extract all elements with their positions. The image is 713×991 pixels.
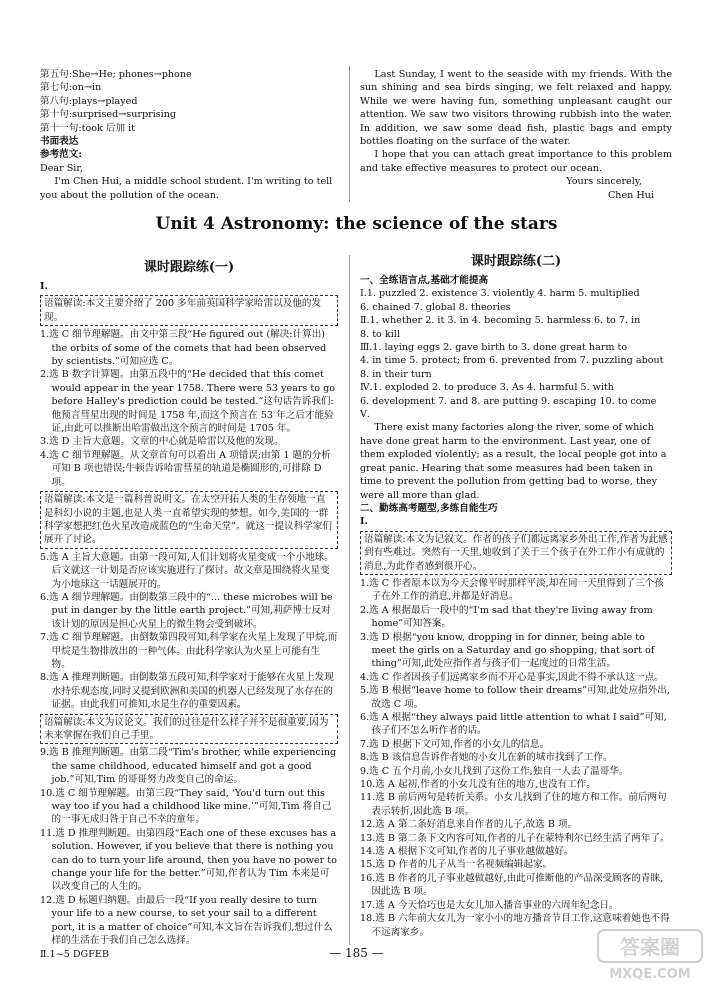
unit-title: Unit 4 Astronomy: the science of the stars — [155, 214, 558, 234]
passage-note-box — [40, 295, 338, 326]
vocab-line: 4. in time 5. protect; from 6. prevented from 7. puzzling about — [360, 355, 664, 367]
answer-item: 9.选 B 推理判断题。由第二段“Tim's brother, while experiencing the same childhood, educated himself and got a good job.”可知,Tim 的哥哥努力改变自己的命运。 — [40, 747, 337, 786]
answer-item: 6.选 A 细节理解题。由倒数第三段中的“... these microbes will be put in danger by the little earth project.”可知,莉萨博士反对该计划的原因是担心火星上的微生物会受到破坏。 — [40, 591, 333, 630]
vocab-line: 6. chained 7. global 8. theories — [360, 301, 511, 313]
writing-heading: 书面表达 — [40, 136, 79, 148]
part-label: Ⅰ. — [40, 281, 48, 292]
section-title: 课时跟踪练(一) — [143, 260, 235, 275]
vocab-line: Ⅱ.1. whether 2. it 3. in 4. becoming 5. harmless 6. to 7. in — [360, 315, 641, 327]
correction-line: 第五句:She→He; phones→phone — [40, 69, 192, 80]
answer-item: 3.选 D 根据“you know, dropping in for dinner, being able to meet the girls on a Saturday and go shopping, that sort of thing”可知,此处应指作者与孩子们一起度过的日常生活。 — [360, 631, 655, 670]
part-label: Ⅰ. — [360, 516, 368, 528]
salutation: Dear Sir, — [40, 162, 83, 174]
answer-item: 6.选 A 根据“they always paid little attention to what I said”可知,孩子们不怎么听作者的话。 — [360, 712, 667, 737]
section-heading: 一、全练语言点,基础才能提高 — [360, 275, 489, 286]
vocab-line: 6. development 7. and 8. are putting 9. escaping 10. to come — [360, 395, 657, 407]
answer-item: 10.选 C 细节理解题。由第三段“They said, ‘You'd turn out this way too if you had a childhood like mine.’”可知,Tim 将自己的一事无成归咎于自己不幸的童年。 — [40, 787, 332, 826]
top-left-column — [40, 68, 338, 202]
answer-item: 7.选 C 细节理解题。由倒数第四段可知,科学家在火星上发现了甲烷,而甲烷是生物排放出的一种气体。由此科学家认为火星上可能有生物。 — [40, 632, 338, 670]
vocab-line: 8. in their turn — [360, 368, 432, 380]
answer-item: 12.选 A 第二条好消息来自作者的儿子,故选 B 项。 — [360, 819, 578, 831]
answer-item: 4.选 C 细节理解题。从文章首句可以看出 A 项错误;由第 1 题的分析可知 B 项也错误;牛顿告诉哈雷彗星的轨道是椭圆形的,可排除 D 项。 — [40, 449, 331, 488]
answer-item: 4.选 C 作者因孩子们远离家乡而不开心是事实,因此不得不承认这一点。 — [360, 671, 664, 683]
answer-item: 11.选 B 前后两句是转折关系。小女儿找到了住的地方和工作。前后两句表示转折,因此选 B 项。 — [360, 792, 667, 817]
answer-item: 5.选 B 根据“leave home to follow their dreams”可知,此处应指外出,故选 C 项。 — [360, 685, 670, 710]
answer-item: 1.选 C 细节理解题。由文中第三段“He figured out (解决:计算出) the orbits of some of the comets that had been observed by scientists.”可知应选 C。 — [40, 329, 327, 368]
answer-item: 18.选 B 六年前大女儿为一家小小的地方播音节目工作,这意味着她也不得不远离家乡。 — [360, 913, 670, 938]
passage-note: 语篇解读:本文为议论文。我们的过往是什么样子并不是很重要,因为未来掌握在我们自己手里。 — [44, 716, 329, 741]
passage-note: 语篇解读:本文为记叙文。作者的孩子们都远离家乡外出工作,作者为此感到有些难过。突然有一天里,她收到了关于三个孩子在外工作小有成就的消息,为此作者感到很开心。 — [364, 533, 668, 572]
answer-item: 12.选 D 标题归纳题。由最后一段“If you really desire to turn your life to a new course, to set your sail to a different port, it is a matter of choice”可知,本文旨在告诉我们,想过什么样的生活在于我们自己怎么选择。 — [40, 894, 333, 947]
answer-item: 7.选 D 根据下文可知,作者的小女儿的信息。 — [360, 738, 550, 750]
letter-paragraph: I hope that you can attach great importance to this problem and take effective measures to protect our ocean. — [360, 149, 672, 174]
passage-note: 语篇解读:本文主要介绍了 200 多年前英国科学家哈雷以及他的发现。 — [44, 298, 322, 323]
passage-note-box — [40, 714, 338, 745]
answer-item: 14.选 A 根据下文可知,作者的儿子事业越做越好。 — [360, 846, 574, 858]
answer-item: 5.选 A 主旨大意题。由第一段可知,人们计划将火星变成一个小地球。后文就这一计划是否应该实施进行了探讨。故文章是围绕将火星变为小地球这一话题展开的。 — [40, 551, 334, 590]
watermark-logo — [596, 926, 704, 982]
answer-item: 11.选 D 推理判断题。由第四段“Each one of these excuses has a solution. However, if you believe that there is nothing you can do to turn your life around, then you have no power to change your life for the better.”可知,作者认为 Tim 本来是可以改变自己的人生的。 — [40, 827, 337, 893]
letter-paragraph: Last Sunday, I went to the seaside with my friends. With the sun shining and sea birds singing, we felt relaxed and happy. While we were having fun, something unpleasant caught our attention. We saw two visitors throwing rubbish into the water. In addition, we saw some dead fish, plastic bags and empty bottles floating on the surface of the water. — [360, 69, 672, 148]
answer-item: 15.选 D 作者的儿子从当一名视频编辑起家。 — [360, 859, 553, 871]
vocab-line: Ⅳ.1. exploded 2. to produce 3. As 4. harmful 5. with — [360, 382, 614, 394]
translation-paragraph: There exist many factories along the river, some of which have done great harm to the environment. Last year, one of them exploded violently; as a result, the local people got into a great panic. Hearing that some measures had been taken in time to prevent the pollution from getting bad to worse, they were all more than glad. — [360, 422, 667, 501]
passage-note-box — [40, 491, 338, 549]
answer-line: Ⅱ.1~5 DGFEB — [40, 948, 109, 960]
watermark-url: MXQE.COM — [609, 967, 691, 982]
right-column — [360, 252, 672, 939]
correction-line: 第七句:on→in — [40, 82, 102, 94]
column-divider — [349, 255, 350, 945]
answer-item: 8.选 A 推理判断题。由倒数第五段可知,科学家对于能够在火星上发现水持乐观态度,同时又提到欧洲和美国的机器人已经发现了水存在的证据。由此我们可推知,水是生存的重要因素。 — [40, 672, 334, 711]
sample-heading: 参考范文: — [40, 149, 82, 161]
correction-line: 第十句:surprised→surprising — [40, 109, 177, 121]
section-heading: 二、勤练高考题型,多练自能生巧 — [360, 502, 498, 514]
top-right-column — [360, 68, 672, 202]
answer-item: 8.选 B 该信息告诉作者她的小女儿在新的城市找到了工作。 — [360, 752, 613, 764]
answer-item: 1.选 C 作者原本以为今天会像平时那样平淡,却在同一天里得到了三个孩子在外工作的消息,并都是好消息。 — [360, 577, 664, 603]
vocab-line: Ⅰ.1. puzzled 2. existence 3. violently 4. harm 5. multiplied — [360, 288, 640, 300]
passage-note: 语篇解读:本文是一篇科普说明文。在太空开拓人类的生存领地一直是科幻小说的主题,也是人类一直希望实现的梦想。如今,美国的一群科学家想把红色火星改造成蓝色的“生命天堂”。就这一提议科学家们展开了讨论。 — [44, 494, 333, 546]
answer-item: 2.选 B 数字计算题。由第五段中的“He decided that this comet would appear in the year 1758. There were 53 years to go before Halley's prediction could be tested.”这句话告诉我们:他预言彗星出现的时间是 1758 年,而这个预言在 53 年之后才能验证,由此可以推断出哈雷做出这个预言的时间是 1705 年。 — [40, 369, 336, 435]
letter-closing: Yours sincerely, — [566, 176, 642, 188]
answer-item: 17.选 A 今天恰巧也是大女儿加入播音事业的六周年纪念日。 — [360, 899, 619, 911]
answer-item: 10.选 A 起初,作者的小女儿没有住的地方,也没有工作。 — [360, 779, 596, 791]
letter-paragraph: I'm Chen Hui, a middle school student. I'm writing to tell you about the pollution of the ocean. — [40, 176, 333, 201]
part-label: Ⅴ. — [360, 409, 370, 421]
section-title: 课时跟踪练(二) — [470, 254, 562, 269]
answer-item: 13.选 B 第二条下文内容可知,作者的儿子在蒙特利尔已经生活了两年了。 — [360, 832, 670, 844]
passage-note-box — [360, 531, 672, 575]
answer-item: 3.选 D 主旨大意题。文章的中心就是哈雷以及他的发现。 — [40, 436, 284, 448]
vocab-line: Ⅲ.1. laying eggs 2. gave birth to 3. done great harm to — [360, 342, 628, 354]
correction-line: 第八句:plays→played — [40, 95, 138, 107]
left-column — [40, 258, 338, 961]
vocab-line: 8. to kill — [360, 328, 400, 340]
answer-item: 16.选 B 作者的儿子事业越做越好,由此可推断他的产品深受顾客的青睐,因此选 B 项。 — [360, 872, 664, 898]
correction-line: 第十一句:took 后加 it — [40, 122, 136, 134]
column-divider — [349, 66, 350, 202]
watermark-text: 答案圈 — [620, 935, 680, 959]
answer-item: 2.选 A 根据最后一段中的“I'm sad that they're living away from home”可知答案。 — [360, 604, 653, 630]
page-number: — 185 — — [329, 946, 384, 960]
answer-item: 9.选 C 五个月前,小女儿找到了这份工作,独自一人去了温哥华。 — [360, 765, 629, 777]
letter-signature: Chen Hui — [607, 189, 654, 201]
